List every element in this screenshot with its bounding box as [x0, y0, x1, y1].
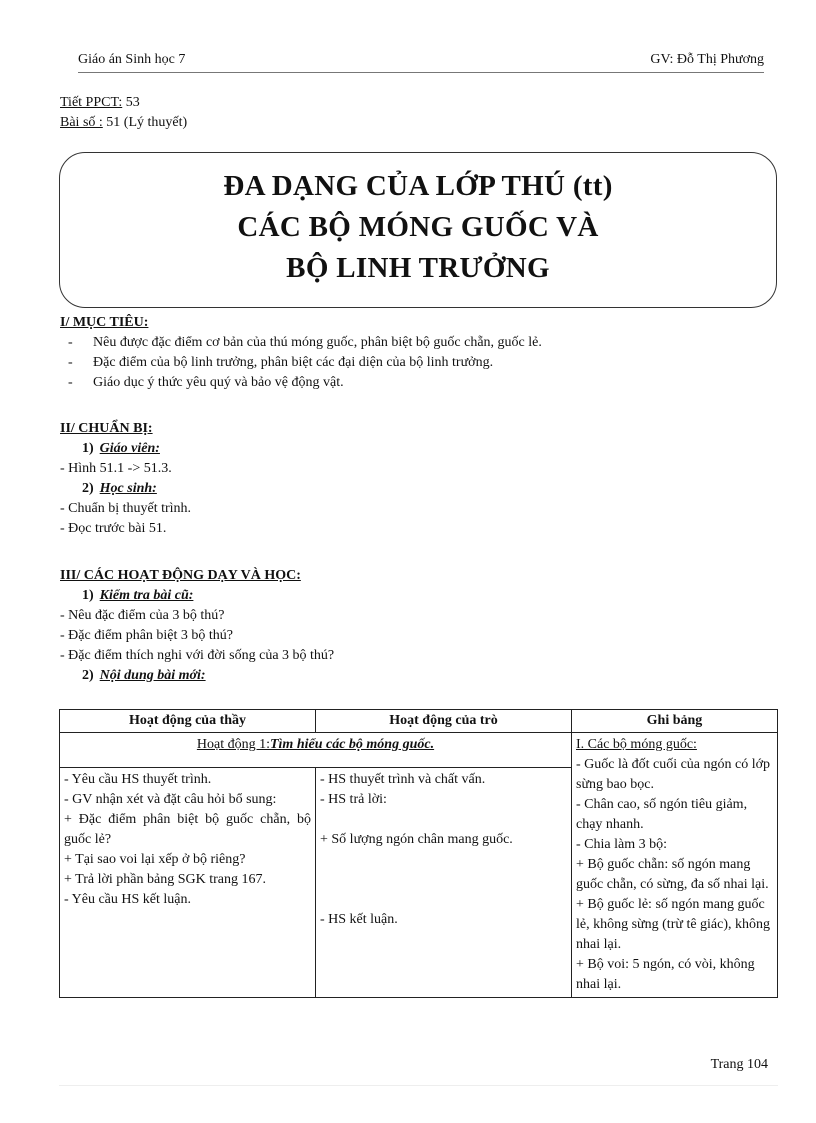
teacher-line: + Đặc điểm phân biệt bộ guốc chẵn, bộ guốc lẻ?	[64, 811, 311, 847]
student-line: - HS kết luận.	[320, 911, 398, 927]
col-header-student: Hoạt động của trò	[316, 710, 572, 733]
board-line: - Guốc là đốt cuối của ngón có lớp sừng bao bọc.	[576, 757, 771, 792]
period-label: Tiết PPCT:	[60, 95, 123, 110]
teacher-item: - Hình 51.1 -> 51.3.	[60, 461, 172, 476]
student-item: - Đọc trước bài 51.	[60, 521, 167, 536]
col-header-board: Ghi bảng	[572, 710, 778, 733]
objectives-heading: I/ MỤC TIÊU:	[60, 315, 149, 330]
lesson-value: 51 (Lý thuyết)	[102, 115, 188, 130]
teacher-line: + Tại sao voi lại xếp ở bộ riêng?	[64, 851, 246, 867]
activities-heading: III/ CÁC HOẠT ĐỘNG DẠY VÀ HỌC:	[60, 568, 301, 583]
board-line: + Bộ guốc lẻ: số ngón mang guốc lẻ, không sừng (trừ tê giác), không nhai lại.	[576, 897, 771, 952]
lesson-meta	[60, 93, 187, 133]
footer-rule	[59, 1085, 778, 1086]
activity-title: Tìm hiểu các bộ móng guốc.	[269, 737, 435, 752]
activity-title-cell	[60, 733, 572, 768]
objective-item: - Giáo dục ý thức yêu quý và bảo vệ động vật.	[60, 373, 542, 393]
student-line: + Số lượng ngón chân mang guốc.	[320, 831, 513, 847]
board-line: - Chia làm 3 bộ:	[576, 837, 667, 852]
board-cell	[572, 733, 778, 998]
objective-item: - Nêu được đặc điểm cơ bản của thú móng guốc, phân biệt bộ guốc chẵn, guốc lẻ.	[60, 333, 542, 353]
board-line: + Bộ voi: 5 ngón, có vòi, không nhai lại.	[576, 957, 755, 992]
teacher-line: + Trả lời phần bảng SGK trang 167.	[64, 871, 266, 887]
title-line-2: CÁC BỘ MÓNG GUỐC VÀ	[237, 211, 599, 243]
student-item: - Chuẩn bị thuyết trình.	[60, 501, 192, 516]
check-item: - Nêu đặc điểm của 3 bộ thú?	[60, 608, 225, 623]
page-number: Trang 104	[710, 1057, 768, 1072]
activities-section	[60, 566, 334, 686]
prep-heading: II/ CHUẨN BỊ:	[60, 421, 153, 436]
header-subject: Giáo án Sinh học 7	[78, 52, 186, 67]
student-line: - HS thuyết trình và chất vấn.	[320, 771, 486, 787]
lesson-table	[59, 709, 778, 998]
title-box	[59, 152, 777, 308]
activity-prefix: Hoạt động 1:	[196, 737, 270, 752]
board-line: + Bộ guốc chẵn: số ngón mang guốc chẵn, có sừng, đa số nhai lại.	[576, 857, 769, 892]
page-header	[78, 50, 764, 73]
table-header-row	[60, 710, 778, 733]
teacher-line: - Yêu cầu HS kết luận.	[64, 891, 191, 907]
new-lesson-subheading: 2) Nội dung bài mới:	[82, 668, 206, 683]
period-value: 53	[122, 95, 140, 110]
board-heading: I. Các bộ móng guốc:	[576, 737, 697, 752]
student-subheading: 2) Học sinh:	[82, 481, 157, 496]
teacher-subheading: 1) Giáo viên:	[82, 441, 160, 456]
lesson-label: Bài số :	[60, 115, 103, 130]
prep-section	[60, 419, 191, 539]
check-item: - Đặc điểm thích nghi với đời sống của 3 bộ thú?	[60, 648, 335, 663]
teacher-cell	[60, 767, 316, 997]
teacher-line: - GV nhận xét và đặt câu hỏi bổ sung:	[64, 791, 277, 807]
title-line-1: ĐA DẠNG CỦA LỚP THÚ (tt)	[223, 170, 613, 202]
col-header-teacher: Hoạt động của thầy	[60, 710, 316, 733]
objectives-section	[60, 313, 542, 393]
objective-item: - Đặc điểm của bộ linh trưởng, phân biệt các đại diện của bộ linh trưởng.	[60, 353, 542, 373]
title-line-3: BỘ LINH TRƯỞNG	[286, 252, 550, 284]
student-cell	[316, 767, 572, 997]
board-line: - Chân cao, số ngón tiêu giảm, chạy nhanh.	[576, 797, 748, 832]
header-teacher: GV: Đỗ Thị Phương	[650, 52, 764, 67]
teacher-line: - Yêu cầu HS thuyết trình.	[64, 771, 212, 787]
table-row	[60, 733, 778, 768]
student-line: - HS trả lời:	[320, 791, 387, 807]
check-subheading: 1) Kiểm tra bài cũ:	[82, 588, 194, 603]
check-item: - Đặc điểm phân biệt 3 bộ thú?	[60, 628, 234, 643]
